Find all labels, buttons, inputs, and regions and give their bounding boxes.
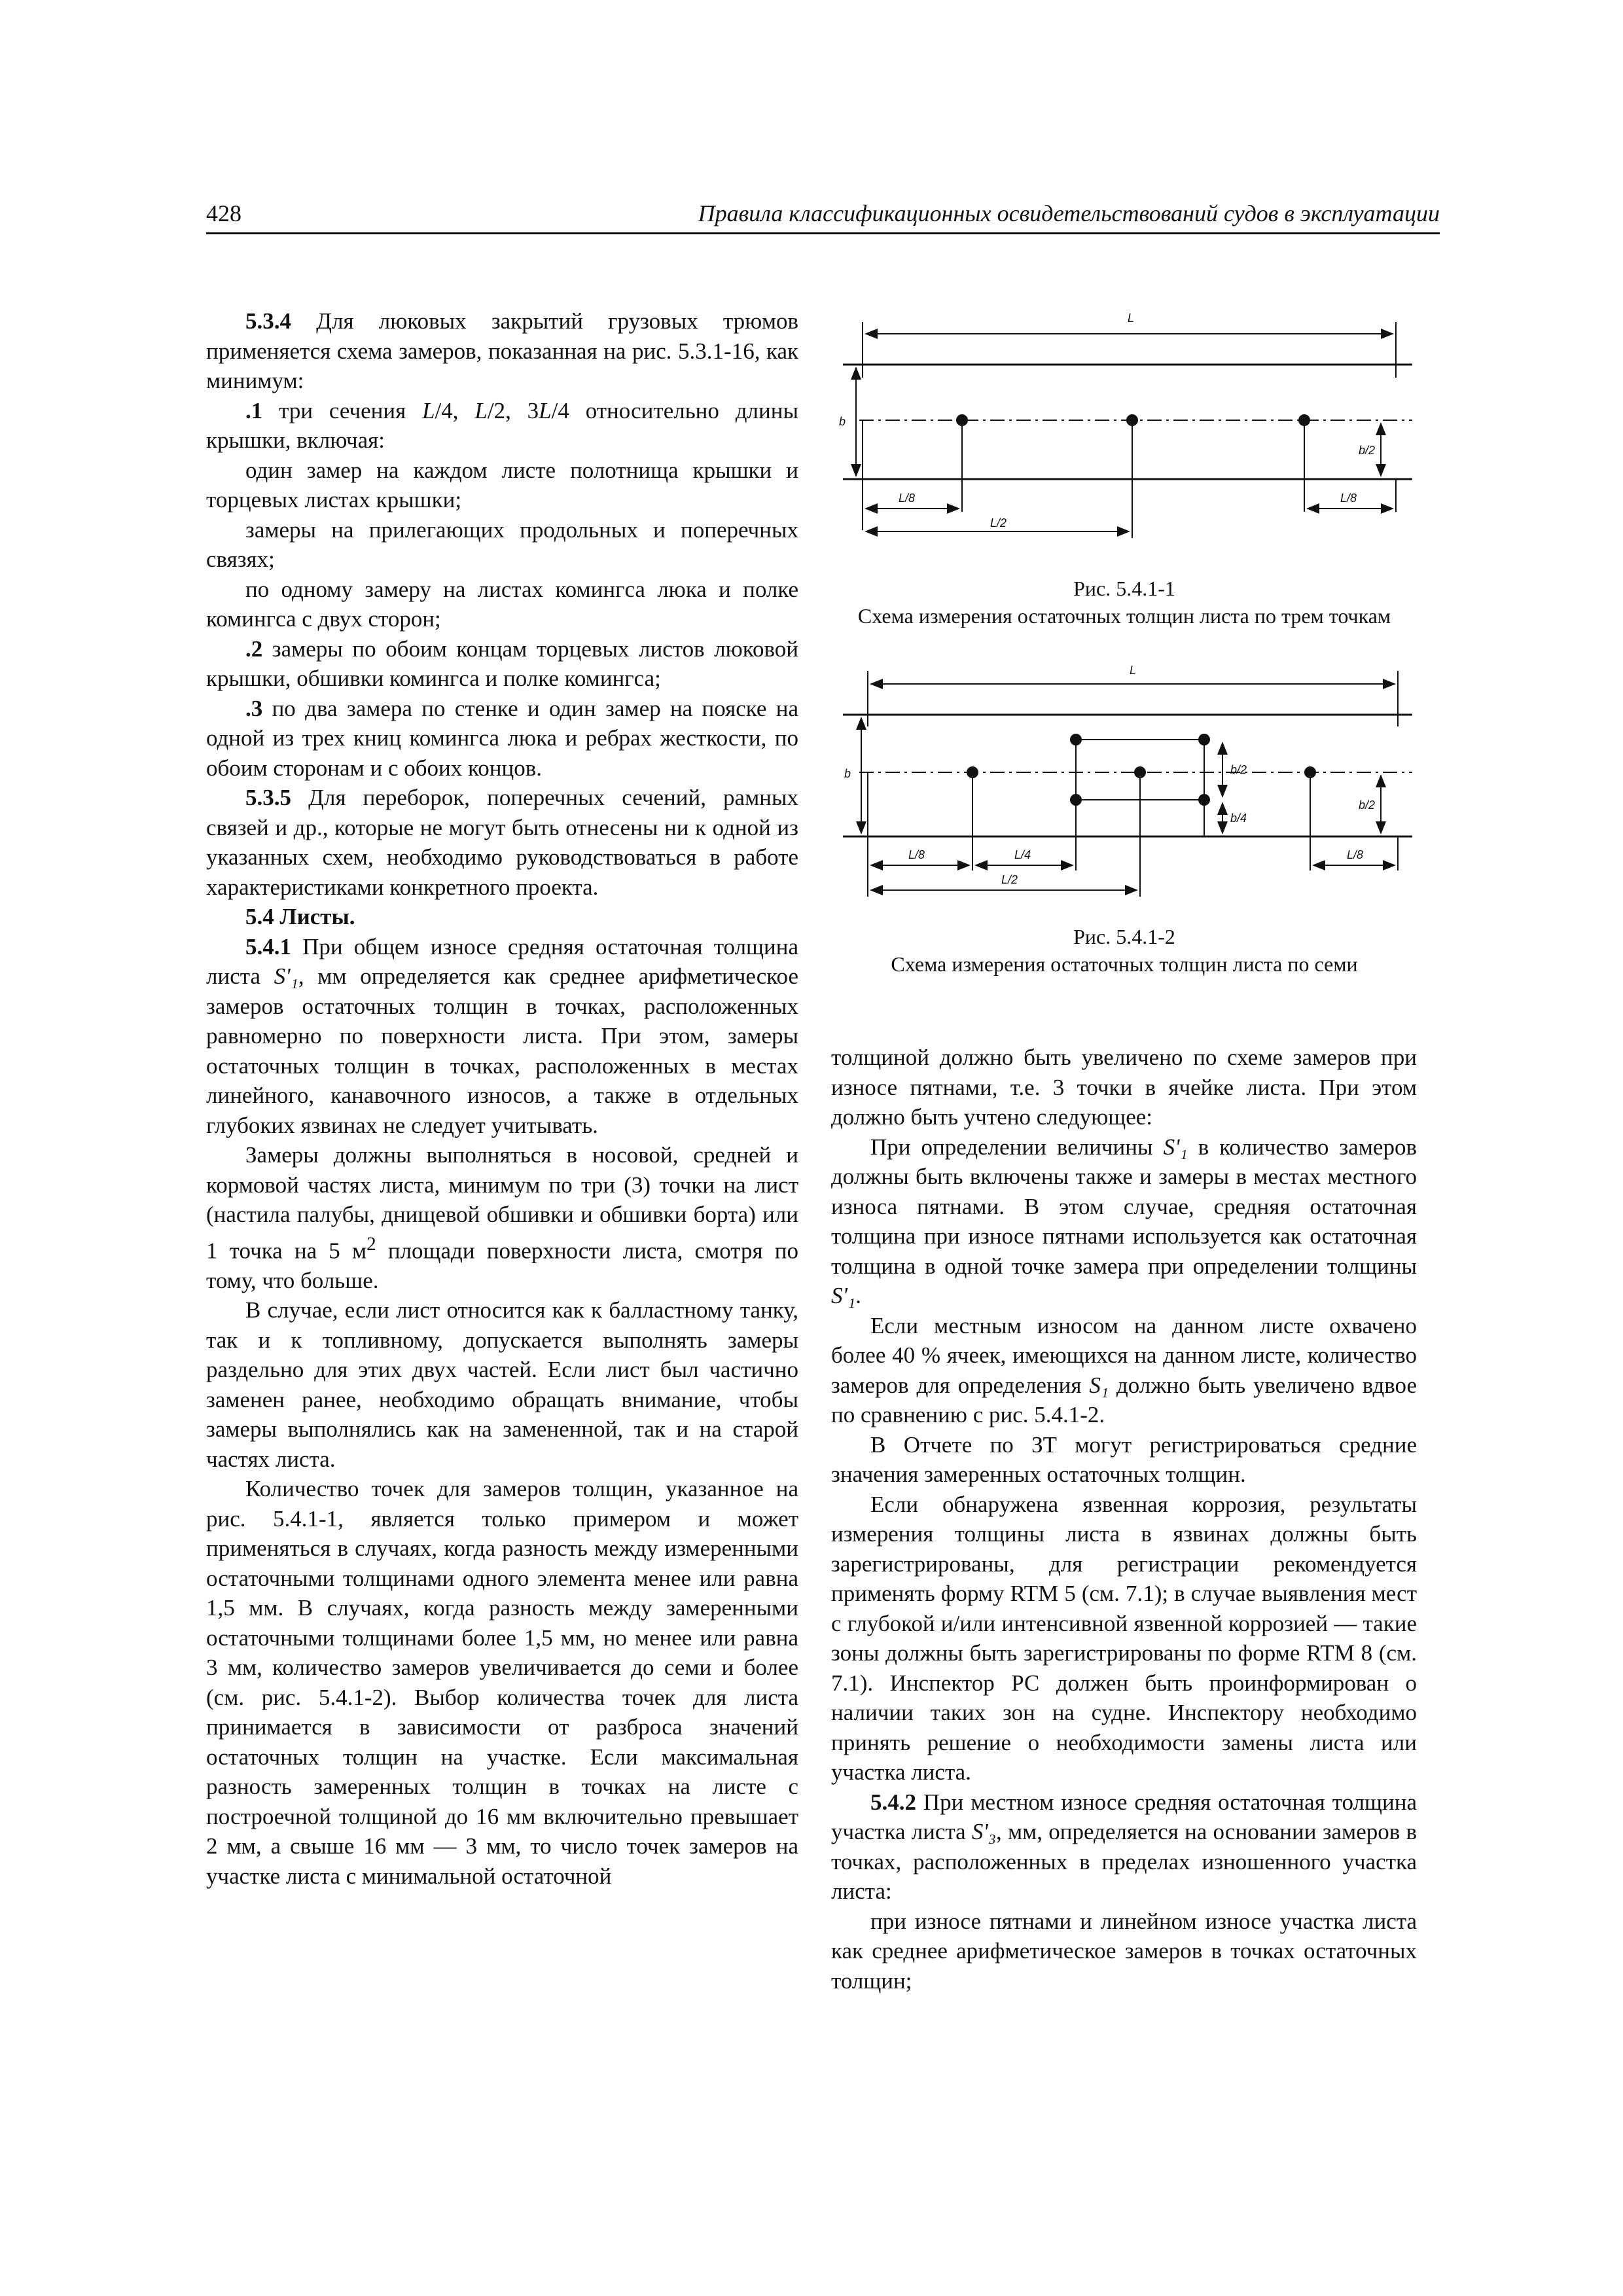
paragraph: В Отчете по ЗТ могут регистрироваться средние значения замеренных остаточных толщин. [831,1431,1417,1487]
caption-number: Рис. 5.4.1-2 [1073,925,1175,948]
measurement-point [1134,766,1146,778]
label-L8-right: L/8 [1347,848,1364,861]
paragraph: замеры на прилегающих продольных и поперечных связях; [206,516,798,572]
paragraph: При определении величины S'₁ в количество замеров должны быть включены также и замеры в местах местного износа пятнами. В этом случае, средняя остаточная толщина при износе пятнами используется как остаточная толщина в одной точке замера при определении толщины S'₁. [831,1134,1417,1308]
measurement-point [1198,734,1210,745]
label-L: L [1128,312,1135,325]
right-column [831,1043,1417,1996]
label-L8-left: L/8 [899,492,916,505]
measurement-point [967,766,978,778]
list-item-3: .3 по два замера по стенке и один замер на пояске на одной из трех книц комингса люка и ребрах жесткости, по обоим сторонам и с обоих концов. [206,695,798,781]
label-L4: L/4 [1014,848,1031,861]
caption-text: Схема измерения остаточных толщин листа по трем точкам [857,604,1391,628]
left-column [206,306,798,1891]
label-L8-left: L/8 [908,848,925,861]
measurement-point [1070,734,1082,745]
measurement-point [1126,414,1138,426]
paragraph: Замеры должны выполняться в носовой, средней и кормовой частях листа, минимум по три (3) точки на лист (настила палубы, днищевой обшивки и обшивки борта) или 1 точка на 5 $м^2$ площади поверхности листа, смотря по тому, что больше. [206,1142,798,1293]
measurement-point [1298,414,1310,426]
section-heading-5-4: 5.4 Листы. [245,904,355,929]
paragraph: Количество точек для замеров толщин, указанное на рис. 5.4.1-1, является только примером и может применяться в случаях, когда разность между измеренными остаточными толщинами одного элемента менее или равна 1,5 мм. В случаях, когда разность между замеренными остаточными толщинами более 1,5 мм, но менее или равна 3 мм, количество замеров увеличивается до семи и более (см. рис. 5.4.1-2). Выбор количества точек для листа принимается в зависимости от разброса значений остаточных толщин на участке. Если максимальная разность замеренных толщин в точках на листе с построечной толщиной до 16 мм включительно превышает 2 мм, а свыше 16 мм — 3 мм, то число точек замеров на участке листа с минимальной остаточной [206,1476,798,1889]
label-b2: b/2 [1359,444,1376,457]
figure-1-caption [830,575,1419,630]
label-L2: L/2 [990,516,1007,529]
label-L: L [1130,664,1137,677]
figure-2-caption [830,923,1419,978]
label-b4: b/4 [1230,812,1247,825]
list-item-2: .2 замеры по обоим концам торцевых листов люковой крышки, обшивки комингса и полке комингса; [206,636,798,691]
label-b: b [839,415,846,428]
figure-5-4-1-1 [830,302,1419,545]
measurement-point [1198,794,1210,806]
paragraph-continued: толщиной должно быть увеличено по схеме замеров при износе пятнами, т.е. 3 точки в ячейке листа. При этом должно быть учтено следующее: [831,1045,1417,1130]
paragraph-5-4-2: 5.4.2 При местном износе средняя остаточная толщина участка листа S'₃, мм, определяется на основании замеров в точках, расположенных в пределах изношенного участка листа: [831,1789,1417,1904]
label-b2-mid: b/2 [1230,763,1247,776]
caption-number: Рис. 5.4.1-1 [1073,577,1175,600]
measurement-point [956,414,968,426]
section-number: 5.3.4 [245,308,291,334]
figure-5-4-1-2 [830,655,1419,903]
paragraph-5-3-4: 5.3.4 Для люковых закрытий грузовых трюмов применяется схема замеров, показанная на рис. 5.3.1-16, как минимум: [206,308,798,393]
measurement-point [1070,794,1082,806]
paragraph: по одному замеру на листах комингса люка и полке комингса с двух сторон; [206,576,798,632]
label-L8-right: L/8 [1340,492,1357,505]
paragraph: Если местным износом на данном листе охвачено более 40 % ячеек, имеющихся на данном листе, количество замеров для определения S₁ должно быть увеличено вдвое по сравнению с рис. 5.4.1-2. [831,1312,1417,1427]
paragraph: при износе пятнами и линейном износе участка листа как среднее арифметическое замеров в точках остаточных толщин; [831,1908,1417,1994]
label-b2-right: b/2 [1359,798,1376,812]
running-title: Правила классификационных освидетельствований судов в эксплуатации [698,200,1440,226]
paragraph-5-3-5: 5.3.5 Для переборок, поперечных сечений, рамных связей и др., которые не могут быть отнесены ни к одной из указанных схем, необходимо руководствоваться в работе характеристиками конкретного проекта. [206,785,798,900]
paragraph: Если обнаружена язвенная коррозия, результаты измерения толщины листа в язвинах должны быть зарегистрированы, для регистрации рекомендуется применять форму RTM 5 (см. 7.1); в случае выявления мест с глубокой и/или интенсивной язвенной коррозией — такие зоны должны быть зарегистрированы по форме RTM 8 (см. 7.1). Инспектор РС должен быть проинформирован о наличии таких зон на судне. Инспектору необходимо принять решение о необходимости замены листа или участка листа. [831,1491,1417,1785]
label-L2: L/2 [1001,873,1018,886]
label-b: b [844,767,851,780]
paragraph: В случае, если лист относится как к балластному танку, так и к топливному, допускается выполнять замеры раздельно для этих двух частей. Если лист был частично заменен ранее, необходимо обращать внимание, чтобы замеры выполнялись как на замененной, так и на старой частях листа. [206,1297,798,1472]
paragraph: один замер на каждом листе полотнища крышки и торцевых листах крышки; [206,457,798,512]
page-header [206,200,1440,234]
page-number: 428 [206,200,241,226]
list-item-1: .1 три сечения L/4, L/2, 3L/4 относительно длины крышки, включая: [206,397,798,453]
caption-text: Схема измерения остаточных толщин листа по семи [891,952,1358,976]
measurement-point [1304,766,1316,778]
paragraph-5-4-1: 5.4.1 При общем износе средняя остаточная толщина листа S'₁, мм определяется как среднее арифметическое замеров остаточных толщин в точках, расположенных равномерно по поверхности листа. При этом, замеры остаточных толщин в точках, расположенных в местах линейного, канавочного износов, а также в отдельных глубоких язвинах не следует учитывать. [206,933,798,1138]
